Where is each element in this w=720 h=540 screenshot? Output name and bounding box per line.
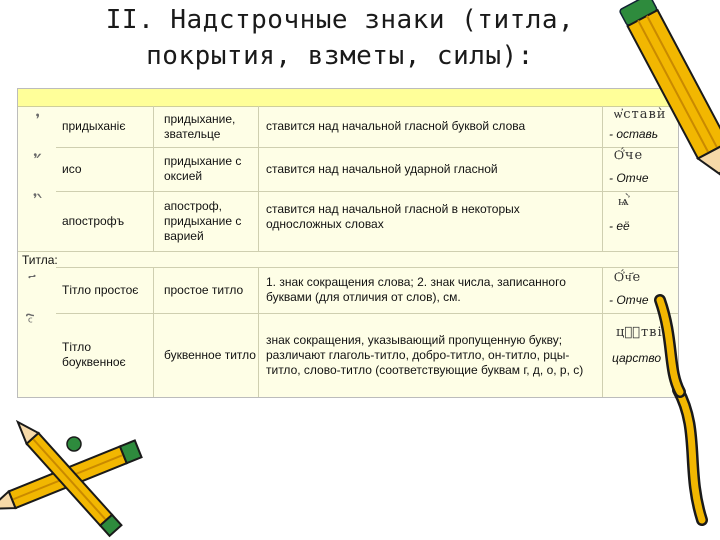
row3-glyph: ѩ҆̀ xyxy=(618,194,630,209)
row4-glyph: Ѻ҆́ч҃е xyxy=(614,270,642,285)
row1-name: придыханіє xyxy=(62,119,126,133)
section-titla-label: Титла: xyxy=(22,253,58,267)
row1-glyph: ѡ҆ставѝ xyxy=(614,107,667,122)
row1-example: - оставь xyxy=(609,126,659,141)
row2-name: исо xyxy=(62,161,82,176)
row2-rule: ставится над начальной ударной гласной xyxy=(266,161,498,176)
row2-example: - Отче xyxy=(609,170,649,185)
row5-glyph: цⷭ҇твіе xyxy=(616,325,672,340)
pencil-right-decoration xyxy=(590,0,720,540)
apostrophe-mark: ῍ xyxy=(32,193,43,218)
page-title xyxy=(60,2,620,74)
row3-name: апострофъ xyxy=(62,213,125,228)
row2-desc: придыхание с оксией xyxy=(164,154,242,183)
crossed-pencils-decoration xyxy=(0,420,170,538)
iso-mark: ῎ xyxy=(32,153,43,178)
row4-rule: 1. знак сокращения слова; 2. знак числа, записанного буквами (для отличия от слов), см. xyxy=(266,275,566,304)
row4-name: Тітло простоє xyxy=(62,282,139,297)
row5-name: Тітло боуквенноє xyxy=(62,340,126,369)
row3-example: - её xyxy=(609,218,630,233)
row1-rule: ставится над начальной гласной буквой слова xyxy=(266,119,526,133)
table-header-bar xyxy=(18,89,678,107)
row3-desc: апостроф, придыхание с варией xyxy=(164,198,242,243)
row4-desc: простое титло xyxy=(164,282,244,297)
title-line-2: покрытия, взметы, силы): xyxy=(146,41,534,71)
row2-glyph: Ѻ҆́че xyxy=(614,148,644,163)
row3-rule: ставится над начальной гласной в некоторых односложных словах xyxy=(266,202,520,231)
row1-desc: придыхание, звательце xyxy=(164,111,236,141)
row5-example: царство xyxy=(612,350,662,365)
row5-desc: буквенное титло xyxy=(164,347,256,362)
title-line-1: II. Надстрочные знаки (титла, xyxy=(105,5,575,35)
row5-rule: знак сокращения, указывающий пропущенную букву; различают глаголь-титло, добро-титло, он-титло, рцы-титло, слово-титло (соответствующие буквам г, д, о, р, с) xyxy=(266,332,584,377)
spiritus-mark: ᾿ xyxy=(32,113,43,138)
row4-example: - Отче xyxy=(609,292,649,307)
diacritics-table xyxy=(17,88,679,398)
